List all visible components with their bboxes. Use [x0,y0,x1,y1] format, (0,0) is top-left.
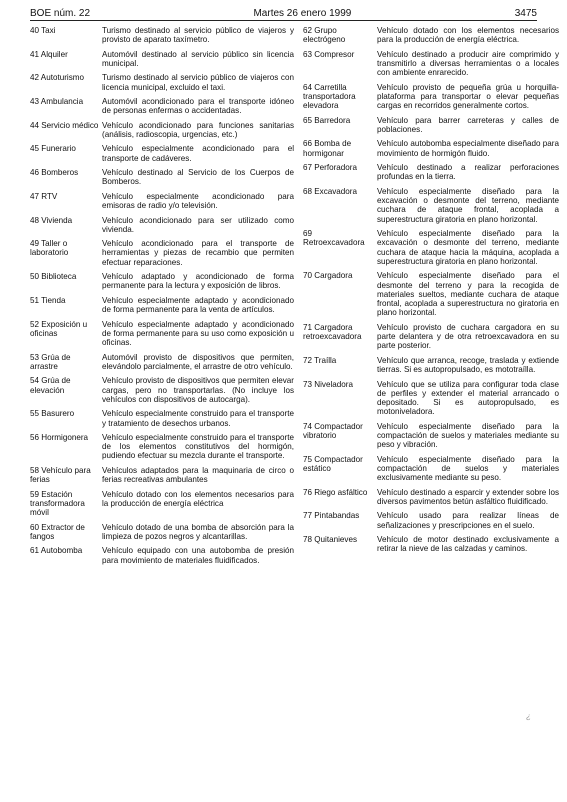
page-number: 3475 [514,7,537,19]
definition-entry [30,353,294,372]
entry-term: 66 Bomba de hormigonar [303,139,352,158]
header-rule [30,20,537,21]
entry-definition: Vehículo especialmente acondicionado para el transporte de cadáveres. [102,144,294,163]
entry-term: 63 Compresor [303,49,355,59]
entry-term: 55 Basurero [30,409,75,419]
definition-entry [30,121,294,140]
definition-entry [30,144,294,163]
entry-term: 67 Perforadora [303,163,357,173]
entry-term: 70 Cargadora [303,271,353,281]
definition-entry [30,73,294,92]
entry-definition: Vehículo especialmente adaptado y acondicionado de forma permanente para su uso como exposición u oficinas. [102,319,294,348]
definition-entry [303,511,559,530]
definition-entry [30,546,294,565]
definition-entry [303,139,559,158]
entry-definition: Vehículo provisto de dispositivos que permiten elevar cargas, pero no transportarlas. (No incluye los vehículos con dispositivos de autocarga). [102,376,294,404]
definition-entry [303,455,559,483]
scan-mark: ¿ [526,712,531,721]
entry-term: 58 Vehículo para ferias [30,465,91,485]
entry-definition: Vehículo especialmente diseñado para la excavación o desmonte del terreno, mediante cuchara de ataque frontal, acoplada a superestructura giratoria en plano horizontal. [377,186,559,224]
entry-term: 56 Hormigonera [30,432,89,442]
entry-term: 64 Carretilla transportadora elevadora [303,82,356,111]
left-column [30,26,294,570]
definition-entry [30,239,294,267]
entry-term: 74 Compactador vibratorio [303,421,363,441]
definition-entry [303,26,559,45]
definition-entry [30,97,294,116]
definition-entry [30,523,294,542]
entry-definition: Vehículo que se utiliza para configurar toda clase de perfiles y extender el material arrancado o depositado. Si es autopropulsado, es motoniveladora. [377,379,559,417]
entry-definition: Vehículo adaptado y acondicionado de forma permanente para la lectura y exposición de libros. [102,272,294,291]
definition-entry [30,433,294,461]
entry-definition: Vehículo dotado con los elementos necesarios para la producción de energía eléctrica. [377,26,559,45]
entry-definition: Vehículo acondicionado para el transporte de herramientas y piezas de recambio que permiten efectuar reparaciones. [102,239,294,267]
entry-term: 40 Taxi [30,26,56,35]
right-column [303,26,559,559]
entry-definition: Vehículo para barrer carreteras y calles de poblaciones. [377,115,559,134]
entry-term: 52 Exposición u oficinas [30,319,88,338]
entry-definition: Vehículo equipado con una autobomba de presión para movimiento de materiales fluidificados. [102,546,294,565]
entry-term: 71 Cargadora retroexcavadora [303,322,362,342]
definition-entry [303,356,559,375]
entry-term: 68 Excavadora [303,186,357,196]
journal-number: BOE núm. 22 [30,7,91,19]
entry-definition: Vehículo acondicionado para ser utilizado como vivienda. [102,215,294,234]
definition-entry [30,466,294,485]
entry-term: 60 Extractor de fangos [30,522,85,541]
entry-term: 46 Bomberos [30,168,79,178]
entry-term: 54 Grúa de elevación [30,376,71,395]
entry-definition: Vehículo destinado al Servicio de los Cuerpos de Bomberos. [102,168,294,187]
entry-definition: Vehículo dotado de una bomba de absorción para la limpieza de pozos negros y alcantarillas. [102,522,294,541]
entry-definition: Turismo destinado al servicio público de viajeros y provisto de aparato taxímetro. [102,26,294,45]
entry-term: 73 Niveladora [303,379,353,389]
entry-term: 48 Vivienda [30,215,73,225]
entry-term: 44 Servicio médico [30,120,99,130]
entry-definition: Vehículo especialmente adaptado y acondicionado de forma permanente para la venta de artículos. [102,295,294,315]
entry-term: 75 Compactador estático [303,454,363,474]
definition-entry [30,320,294,348]
definition-entry [303,488,559,507]
entry-definition: Automóvil acondicionado para el transporte idóneo de personas enfermas o accidentadas. [102,97,294,116]
definition-entry [30,296,294,315]
entry-definition: Automóvil destinado al servicio público sin licencia municipal. [102,49,294,68]
entry-term: 59 Estación transformadora móvil [30,489,85,518]
definition-entry [30,216,294,235]
entry-definition: Vehículo destinado a esparcir y extender sobre los diversos pavimentos betún asfáltico fluidificado. [377,487,559,507]
entry-definition: Vehículo acondicionado para funciones sanitarias (análisis, radioscopia, urgencias, etc.) [102,120,294,140]
entry-term: 61 Autobomba [30,546,83,556]
definition-entry [303,163,559,182]
entry-term: 53 Grúa de arrastre [30,352,71,371]
definition-entry [30,168,294,187]
definition-entry [303,422,559,450]
entry-definition: Vehículo destinado a realizar perforaciones profundas en la tierra. [377,163,559,182]
entry-term: 62 Grupo electrógeno [303,26,346,45]
entry-definition: Vehículo especialmente diseñado para el desmonte del terreno y para la recogida de materiales sueltos, mediante cuchara de ataque frontal, acoplada a superestructura no giratoria en plano horizontal. [377,271,559,318]
definition-entry [30,490,294,518]
entry-definition: Vehículo especialmente diseñado para la excavación o desmonte del terreno, mediante cuchara de ataque hacia la máquina, acoplada a superestructura giratoria en plano horizontal. [377,229,559,266]
entry-term: 45 Funerario [30,144,76,154]
entry-definition: Vehículo dotado con los elementos necesarios para la producción de energía eléctrica [102,489,294,508]
definition-entry [30,26,294,45]
entry-definition: Vehículo de motor destinado exclusivamente a retirar la nieve de las calzadas y caminos. [377,535,559,554]
entry-term: 78 Quitanieves [303,535,357,545]
definition-entry [303,50,559,78]
entry-definition: Vehículo destinado a producir aire comprimido y transmitirlo a diversas herramientas o a locales con ambiente enrarecido. [377,49,559,78]
page-header [30,6,537,20]
entry-term: 69 Retroexcavadora [303,229,365,248]
entry-definition: Vehículos adaptados para la maquinaria de circo o ferias recreativas ambulantes [102,465,294,485]
definition-entry [30,272,294,291]
entry-term: 49 Taller o laboratorio [30,239,69,258]
entry-term: 47 RTV [30,191,58,201]
definition-entry [303,535,559,554]
entry-definition: Vehículo usado para realizar líneas de señalizaciones y prescripciones en el suelo. [377,511,559,530]
entry-definition: Automóvil provisto de dispositivos que permiten, elevándolo parcialmente, el arrastre de otro vehículo. [102,352,294,371]
entry-term: 42 Autoturismo [30,73,84,83]
definition-entry [30,409,294,428]
entry-definition: Vehículo especialmente diseñado para la compactación de suelos y materiales exclusivamente mediante su peso. [377,454,559,483]
definition-entry [30,50,294,69]
definition-entry [303,83,559,111]
definition-entry [303,271,559,317]
entry-definition: Turismo destinado al servicio público de viajeros con licencia municipal, excluido el taxi. [102,73,294,92]
definition-entry [303,187,559,224]
definition-entry [30,376,294,404]
entry-term: 76 Riego asfáltico [303,487,368,497]
definition-entry [303,229,559,266]
entry-definition: Vehículo autobomba especialmente diseñado para movimiento de hormigón fluido. [377,139,559,158]
entry-term: 50 Biblioteca [30,272,77,282]
definition-entry [303,380,559,417]
publication-date: Martes 26 enero 1999 [253,7,352,19]
entry-term: 77 Pintabandas [303,511,360,521]
entry-term: 51 Tienda [30,295,66,305]
entry-definition: Vehículo que arranca, recoge, traslada y extiende tierras. Si es autopropulsado, es mototraílla. [377,355,559,375]
entry-term: 72 Traílla [303,355,337,365]
entry-definition: Vehículo provisto de cuchara cargadora en su parte delantera y de otra retroexcavadora en su parte posterior. [377,322,559,351]
definition-entry [30,192,294,211]
entry-definition: Vehículo especialmente acondicionado para emisoras de radio y/o televisión. [102,191,294,211]
entry-definition: Vehículo provisto de pequeña grúa u horquilla-plataforma para transportar o elevar pequeñas cargas en recorridos generalmente cortos. [377,82,559,111]
definition-entry [303,116,559,135]
entry-definition: Vehículo especialmente construido para el transporte y tratamiento de desechos urbanos. [102,409,294,428]
entry-term: 43 Ambulancia [30,97,84,107]
entry-term: 65 Barredora [303,115,351,125]
definition-entry [303,323,559,351]
entry-term: 41 Alquiler [30,49,68,59]
entry-definition: Vehículo especialmente construido para el transporte de los elementos constitutivos del hormigón, pudiendo efectuar su mezcla durante el transporte. [102,432,294,461]
entry-definition: Vehículo especialmente diseñado para la compactación de suelos y materiales mediante su peso y vibración. [377,421,559,450]
